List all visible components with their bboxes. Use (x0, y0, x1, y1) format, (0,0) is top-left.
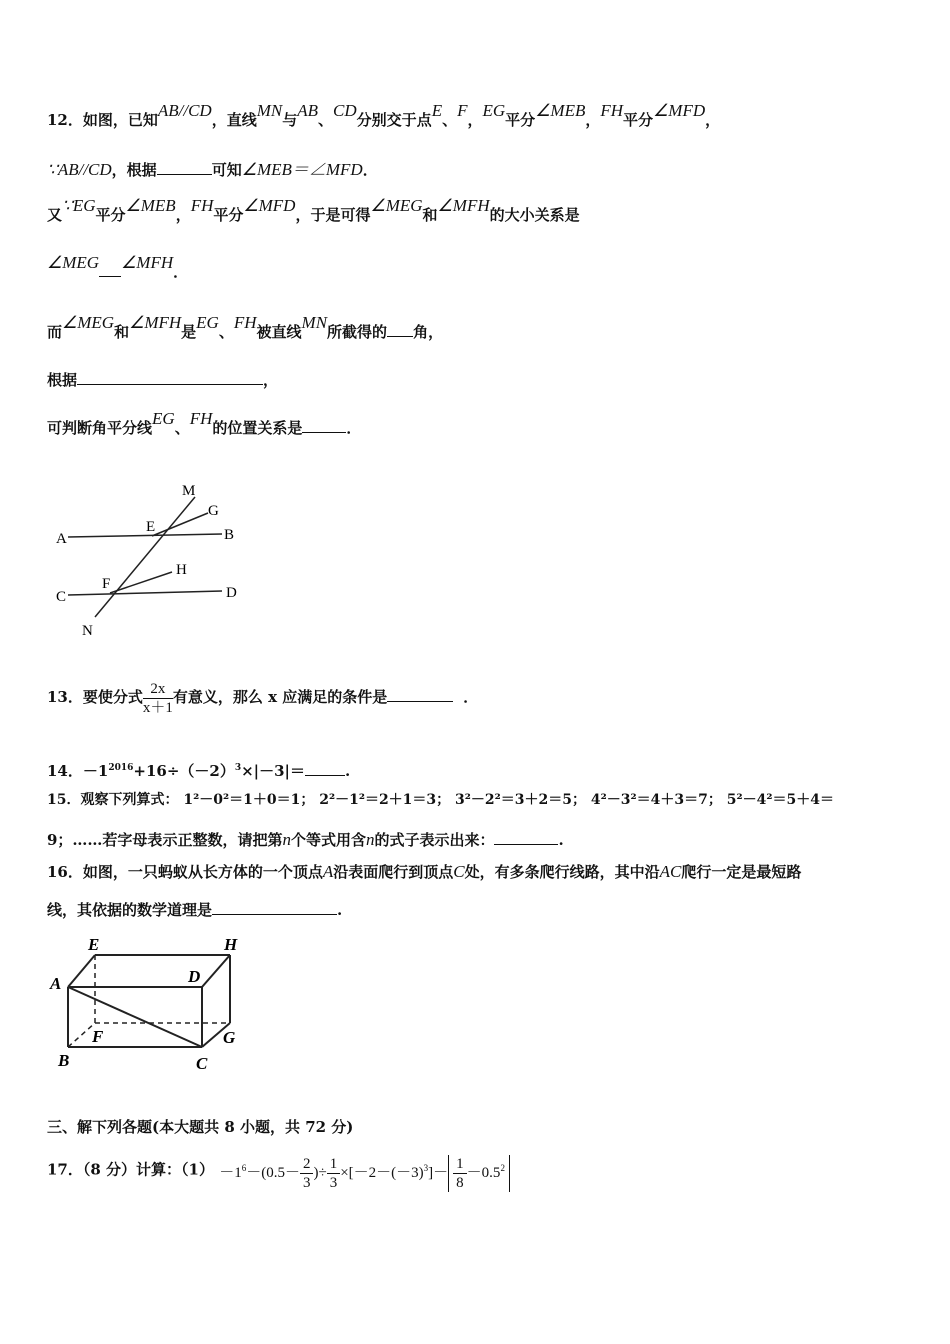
line-ab (68, 534, 222, 537)
q12-parallel-lines-figure (40, 475, 260, 650)
label-h: H (176, 562, 187, 578)
edge-dh (202, 955, 230, 987)
fraction: $\frac{2}{3}$ (300, 1155, 314, 1192)
label-a: A (50, 974, 62, 993)
label-f: F (102, 576, 111, 592)
q16-cuboid-figure (40, 935, 260, 1075)
label-h: H (224, 935, 238, 954)
label-b: B (58, 1051, 70, 1070)
q14: 14．$-1^{2016}+16\div(-2)^3\times|-3|=$ . (47, 762, 351, 780)
label-b: B (224, 527, 235, 543)
q15-line2: 9；……若字母表示正整数，请把第n个等式用含n的式子表示出来： . (47, 830, 564, 849)
answer-blank[interactable] (157, 160, 212, 175)
label-m: M (182, 483, 196, 499)
ray-fh (110, 572, 172, 593)
q12-line4: ∠MEG ∠MFH． (47, 253, 189, 281)
line-cd (68, 591, 222, 595)
label-n: N (82, 623, 93, 639)
label-g: G (223, 1028, 236, 1047)
answer-blank[interactable] (387, 322, 413, 337)
label-e: E (146, 519, 156, 535)
q12-line1: 12．如图，已知AB//CD，直线MN与AB、CD分别交于点E、F，EG平分∠MEB，FH平分∠MFD， (47, 101, 721, 129)
q12-line5: 而∠MEG和∠MFH是EG、FH被直线MN所截得的 角， (47, 313, 444, 341)
ray-eg (152, 513, 208, 536)
q12-line6: 根据 ， (47, 371, 279, 389)
fraction: $\frac{1}{8}$ (453, 1155, 467, 1192)
q16-line1: 16．如图，一只蚂蚁从长方体的一个顶点A沿表面爬行到顶点C处，有多条爬行线路，其中沿AC爬行一定是最短路 (47, 862, 802, 881)
line-mn (95, 497, 195, 617)
answer-blank[interactable] (302, 418, 346, 433)
answer-blank[interactable] (387, 687, 453, 702)
answer-blank[interactable] (305, 761, 345, 776)
label-f: F (92, 1027, 104, 1046)
edge-ae (68, 955, 95, 987)
fraction: $\frac{1}{3}$ (327, 1155, 341, 1192)
label-a: A (56, 531, 67, 547)
answer-blank[interactable] (212, 900, 337, 915)
label-e: E (88, 935, 100, 954)
label-c: C (196, 1054, 208, 1073)
q17-expression: $-1^6-(0.5-$ $\frac{2}{3}$ )÷ $\frac{1}{3}$ $\times[-2-(-3)^3]-$ $\frac{1}{8}$ $-0.5^2$ (219, 1146, 510, 1195)
absolute-value: $\frac{1}{8}$ $-0.5^2$ (448, 1155, 510, 1192)
label-d: D (188, 967, 201, 986)
q15-line1: 15．观察下列算式： 1²－0²＝1＋0＝1； 2²－1²＝2＋1＝3； 3²－2²＝3＋2＝5； 4²－3²＝4＋3＝7； 5²－4²＝5＋4＝ (47, 792, 834, 808)
q17: 17．（8 分）计算：$(1) -1^6-(0.5-$ $\frac{2}{3}$ )÷ $\frac{1}{3}$ $\times[-2-(-3)^3]-$ $\frac{1}{8}$ $-0.5^2$ (47, 1146, 510, 1195)
fraction: $\frac{2x}{x+1}$ (142, 680, 173, 716)
answer-blank[interactable] (99, 262, 121, 277)
label-d: D (226, 585, 237, 601)
edge-bf-hidden (68, 1023, 95, 1047)
section-3-heading: 三、解下列各题(本大题共 8 小题，共 72 分) (47, 1118, 354, 1136)
path-ac (68, 987, 202, 1047)
label-c: C (56, 589, 67, 605)
q12-line2: ∵AB//CD，根据 可知∠MEB＝∠MFD． (47, 160, 378, 179)
answer-blank[interactable] (494, 830, 558, 845)
answer-blank[interactable] (77, 370, 263, 385)
q13: 13．要使分式 $\frac{2x}{x+1}$ 有意义，那么 x 应满足的条件是 ． (47, 680, 479, 716)
label-g: G (208, 503, 219, 519)
q16-line2: 线，其依据的数学道理是 . (47, 901, 343, 919)
q12-line7: 可判断角平分线EG、FH的位置关系是 ． (47, 409, 362, 437)
q12-line3: 又∵EG平分∠MEB，FH平分∠MFD，于是可得∠MEG和∠MFH的大小关系是 (47, 196, 580, 224)
